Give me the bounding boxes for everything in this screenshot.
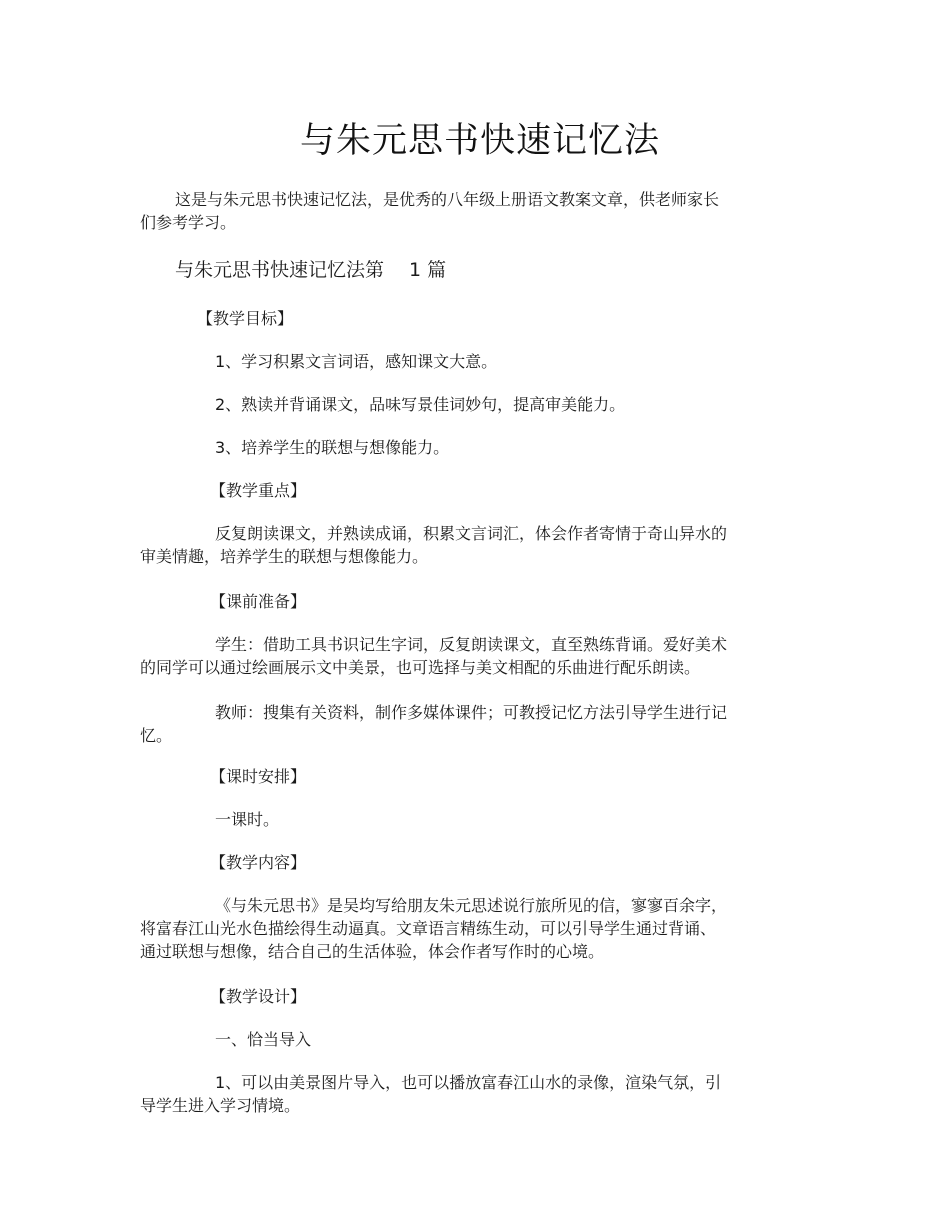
prep-heading: 【课前准备】	[210, 592, 307, 611]
goal-item-2: 2、熟读并背诵课文，品味写景佳词妙句，提高审美能力。	[215, 395, 626, 414]
design-item-1-line-1: 1、可以由美景图片导入，也可以播放富春江山水的录像，渲染气氛，引	[215, 1073, 722, 1092]
design-item-1-line-2: 导学生进入学习情境。	[140, 1096, 301, 1115]
prep-student-line-1: 学生：借助工具书识记生字词，反复朗读课文，直至熟练背诵。爱好美术	[215, 635, 728, 654]
prep-teacher-line-2: 忆。	[140, 726, 173, 745]
prep-student-line-2: 的同学可以通过绘画展示文中美景，也可选择与美文相配的乐曲进行配乐朗读。	[140, 658, 701, 677]
section-title: 与朱元思书快速记忆法第 1 篇	[175, 259, 447, 281]
intro-line-2: 们参考学习。	[140, 213, 237, 232]
design-heading: 【教学设计】	[210, 987, 307, 1006]
focus-line-2: 审美情趣，培养学生的联想与想像能力。	[140, 547, 429, 566]
goal-item-1: 1、学习积累文言词语，感知课文大意。	[215, 352, 498, 371]
prep-teacher-line-1: 教师：搜集有关资料，制作多媒体课件；可教授记忆方法引导学生进行记	[215, 703, 728, 722]
design-step-1: 一、恰当导入	[215, 1030, 312, 1049]
content-heading: 【教学内容】	[210, 853, 307, 872]
intro-line-1: 这是与朱元思书快速记忆法，是优秀的八年级上册语文教案文章，供老师家长	[175, 190, 720, 209]
goal-item-3: 3、培养学生的联想与想像能力。	[215, 438, 450, 457]
goals-heading: 【教学目标】	[197, 309, 294, 328]
content-line-3: 通过联想与想像，结合自己的生活体验，体会作者写作时的心境。	[140, 942, 605, 961]
content-line-2: 将富春江山光水色描绘得生动逼真。文章语言精练生动，可以引导学生通过背诵、	[140, 919, 717, 938]
document-title: 与朱元思书快速记忆法	[299, 121, 660, 161]
content-line-1: 《与朱元思书》是吴均写给朋友朱元思述说行旅所见的信，寥寥百余字，	[215, 896, 728, 915]
schedule-text: 一课时。	[215, 810, 280, 829]
focus-heading: 【教学重点】	[210, 481, 307, 500]
schedule-heading: 【课时安排】	[210, 767, 307, 786]
focus-line-1: 反复朗读课文，并熟读成诵，积累文言词汇，体会作者寄情于奇山异水的	[215, 524, 728, 543]
